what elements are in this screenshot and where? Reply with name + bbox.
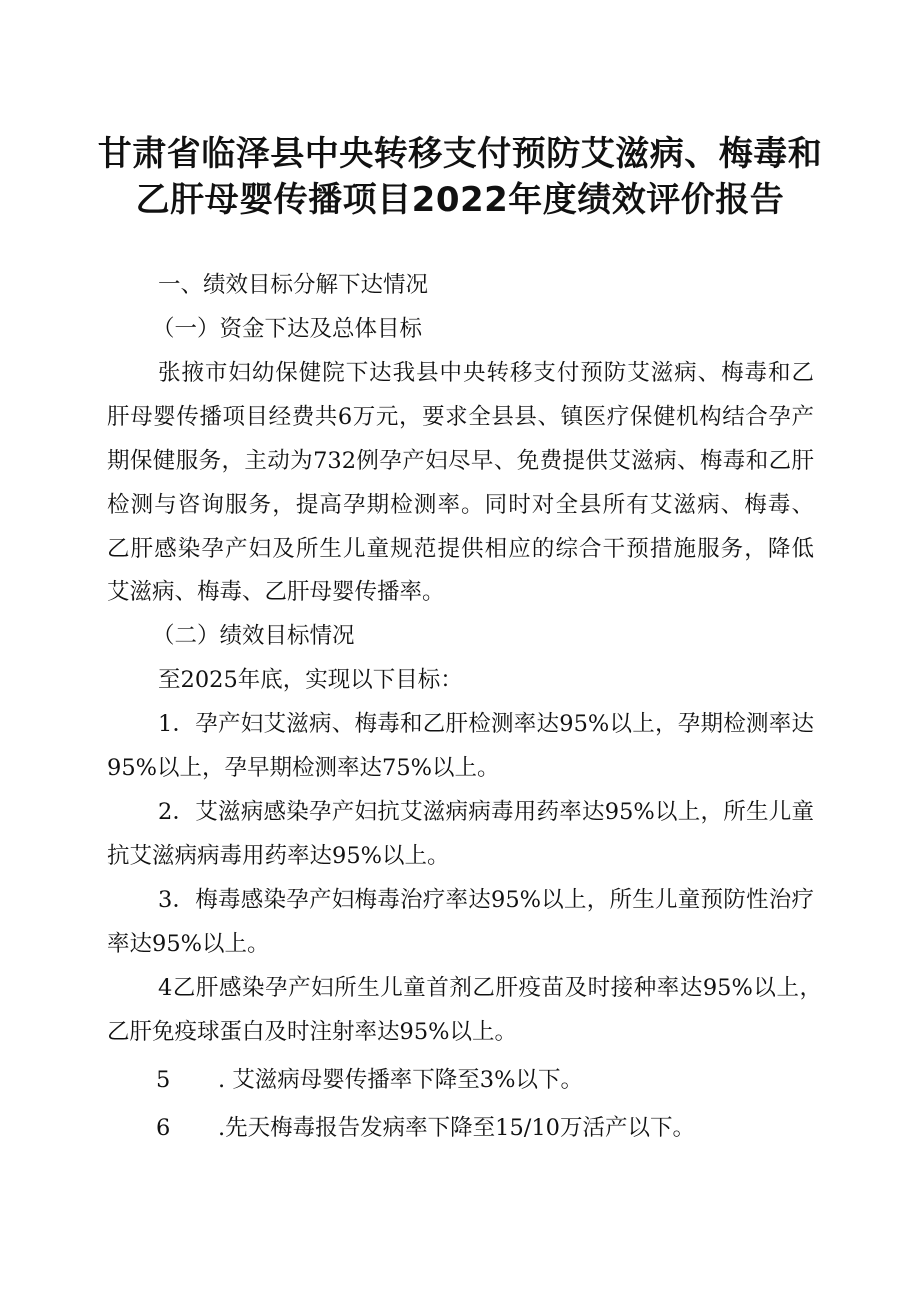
paragraph-line: 张掖市妇幼保健院下达我县中央转移支付预防艾滋病、梅毒和乙	[158, 360, 814, 386]
goal-number: 6	[156, 1115, 171, 1141]
goal-line: 4乙肝感染孕产妇所生儿童首剂乙肝疫苗及时接种率达95%以上，	[158, 975, 822, 1001]
paragraph-line: 艾滋病、梅毒、乙肝母婴传播率。	[107, 579, 445, 605]
goal-line: 3．梅毒感染孕产妇梅毒治疗率达95%以上，所生儿童预防性治疗	[158, 887, 814, 913]
goal-line: 率达95%以上。	[107, 931, 270, 957]
paragraph-line: 肝母婴传播项目经费共6万元，要求全县县、镇医疗保健机构结合孕产	[107, 404, 814, 430]
goal-line: 95%以上，孕早期检测率达75%以上。	[107, 755, 500, 781]
paragraph-line: 期保健服务，主动为732例孕产妇尽早、免费提供艾滋病、梅毒和乙肝	[107, 448, 814, 474]
goal-line: 1．孕产妇艾滋病、梅毒和乙肝检测率达95%以上，孕期检测率达	[158, 711, 814, 737]
goals-intro: 至2025年底，实现以下目标：	[158, 667, 463, 693]
section-heading: 一、绩效目标分解下达情况	[158, 272, 429, 298]
goal-text: .先天梅毒报告发病率下降至15/10万活产以下。	[218, 1115, 695, 1141]
goal-line: 2．艾滋病感染孕产妇抗艾滋病病毒用药率达95%以上，所生儿童	[158, 799, 814, 825]
goal-text: . 艾滋病母婴传播率下降至3%以下。	[218, 1067, 583, 1093]
goal-line: 抗艾滋病病毒用药率达95%以上。	[107, 843, 450, 869]
goal-number: 5	[156, 1067, 171, 1093]
paragraph-line: 检测与咨询服务，提高孕期检测率。同时对全县所有艾滋病、梅毒、	[107, 492, 814, 518]
paragraph-line: 乙肝感染孕产妇及所生儿童规范提供相应的综合干预措施服务，降低	[107, 536, 814, 562]
subsection-heading-goals: （二）绩效目标情况	[152, 623, 355, 649]
subsection-heading-funds: （一）资金下达及总体目标	[152, 316, 423, 342]
goal-line: 乙肝免疫球蛋白及时注射率达95%以上。	[107, 1019, 518, 1045]
report-title-line-1: 甘肃省临泽县中央转移支付预防艾滋病、梅毒和	[97, 134, 823, 174]
report-title-line-2: 乙肝母婴传播项目2022年度绩效评价报告	[135, 180, 785, 220]
